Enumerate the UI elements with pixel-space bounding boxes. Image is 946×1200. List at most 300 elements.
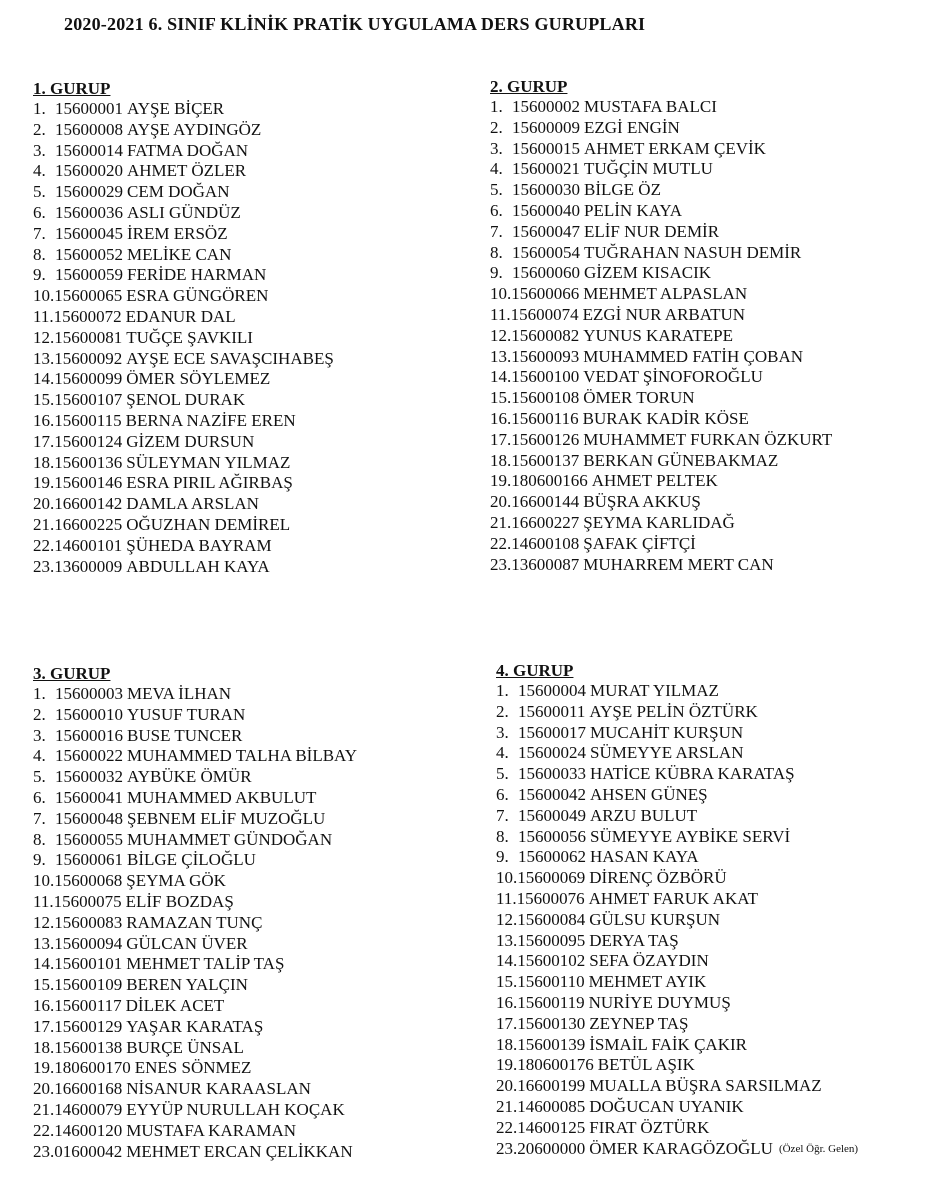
student-number: 15600061 xyxy=(55,850,123,870)
student-number: 15600047 xyxy=(512,221,580,241)
row-number: 4. xyxy=(33,746,46,766)
row-number: 14. xyxy=(33,369,55,389)
student-name: DOĞUCAN UYANIK xyxy=(589,1096,744,1116)
student-number: 15600074 xyxy=(510,304,579,324)
list-item xyxy=(33,203,473,224)
student-number: 14600125 xyxy=(517,1117,586,1137)
list-item xyxy=(33,871,473,892)
student-name: NİSANUR KARAASLAN xyxy=(126,1079,311,1099)
list-item xyxy=(33,369,473,390)
list-item xyxy=(33,411,473,432)
student-name: YUNUS KARATEPE xyxy=(583,325,733,345)
student-number: 15600020 xyxy=(55,161,123,181)
student-number: 15600033 xyxy=(518,764,586,784)
list-item xyxy=(33,328,473,349)
list-item xyxy=(33,390,473,411)
student-number: 15600045 xyxy=(55,223,123,243)
row-number: 2. xyxy=(496,701,509,721)
list-item xyxy=(490,492,930,513)
student-name: BİLGE ÇİLOĞLU xyxy=(127,850,256,870)
group-title: 4. GURUP xyxy=(496,661,574,680)
row-number: 7. xyxy=(496,805,509,825)
student-number: 15600146 xyxy=(54,473,123,493)
list-item xyxy=(490,180,930,201)
student-name: YUSUF TURAN xyxy=(127,704,246,724)
student-number: 15600040 xyxy=(512,200,580,220)
row-number: 1. xyxy=(33,99,46,118)
list-item xyxy=(33,245,473,266)
student-number: 14600108 xyxy=(511,533,580,553)
student-number: 15600056 xyxy=(518,826,586,846)
list-item xyxy=(496,827,936,848)
list-item xyxy=(496,806,936,827)
student-name: SEFA ÖZAYDIN xyxy=(589,951,709,971)
row-number: 15. xyxy=(496,972,518,992)
student-name: RAMAZAN TUNÇ xyxy=(126,912,263,932)
student-name: AYŞE BİÇER xyxy=(127,99,225,118)
student-name: BURAK KADİR KÖSE xyxy=(582,408,749,428)
list-item xyxy=(490,139,930,160)
row-number: 10. xyxy=(33,871,55,891)
list-item xyxy=(33,850,473,871)
row-number: 5. xyxy=(490,180,503,200)
row-number: 13. xyxy=(490,346,512,366)
list-item xyxy=(33,453,473,474)
list-item xyxy=(33,265,473,286)
row-number: 8. xyxy=(496,826,509,846)
row-number: 6. xyxy=(496,784,509,804)
student-number: 15600021 xyxy=(512,159,580,179)
row-number: 22. xyxy=(496,1117,518,1137)
student-name: TUĞÇE ŞAVKILI xyxy=(126,327,253,347)
student-list xyxy=(496,681,936,1159)
student-number: 15600101 xyxy=(54,954,123,974)
student-number: 15600049 xyxy=(518,805,586,825)
row-number: 11. xyxy=(33,891,54,911)
student-name: GİZEM KISACIK xyxy=(584,263,712,283)
list-item xyxy=(490,451,930,472)
row-number: 13. xyxy=(496,930,518,950)
list-item xyxy=(496,1139,936,1160)
student-name: ARZU BULUT xyxy=(590,805,698,825)
row-number: 9. xyxy=(33,265,46,285)
row-number: 21. xyxy=(496,1096,518,1116)
list-item xyxy=(33,1142,473,1163)
row-number: 21. xyxy=(33,1099,55,1119)
student-number: 15600075 xyxy=(53,891,122,911)
student-list xyxy=(490,97,930,575)
student-number: 15600016 xyxy=(55,725,123,745)
student-name: MURAT YILMAZ xyxy=(590,681,719,700)
list-item xyxy=(33,934,473,955)
student-number: 15600024 xyxy=(518,743,586,763)
list-item xyxy=(490,222,930,243)
student-number: 14600085 xyxy=(517,1096,586,1116)
student-name: MEHMET AYIK xyxy=(588,972,707,992)
row-number: 7. xyxy=(33,223,46,243)
list-item xyxy=(33,954,473,975)
row-number: 20. xyxy=(33,494,55,514)
student-name: BURÇE ÜNSAL xyxy=(126,1037,244,1057)
student-name: AYŞE AYDINGÖZ xyxy=(127,119,262,139)
student-number: 14600101 xyxy=(54,535,123,555)
student-number: 15600100 xyxy=(511,367,580,387)
row-number: 9. xyxy=(490,263,503,283)
list-item xyxy=(490,243,930,264)
row-number: 2. xyxy=(490,117,503,137)
row-number: 23. xyxy=(490,554,512,574)
row-number: 9. xyxy=(496,847,509,867)
student-name: YAŞAR KARATAŞ xyxy=(126,1016,264,1036)
list-item xyxy=(33,788,473,809)
student-number: 15600008 xyxy=(55,119,123,139)
student-name: BUSE TUNCER xyxy=(127,725,243,745)
student-name: GÜLSU KURŞUN xyxy=(589,909,721,929)
student-number: 15600022 xyxy=(55,746,123,766)
list-item xyxy=(496,910,936,931)
row-number: 21. xyxy=(33,514,55,534)
student-name: MUHAMMED FATİH ÇOBAN xyxy=(583,346,804,366)
list-item xyxy=(33,161,473,182)
list-item xyxy=(496,972,936,993)
row-number: 22. xyxy=(490,533,512,553)
list-item xyxy=(33,1100,473,1121)
student-name: ŞEYMA KARLIDAĞ xyxy=(583,512,735,532)
student-number: 15600102 xyxy=(517,951,586,971)
student-name: MUSTAFA KARAMAN xyxy=(126,1120,297,1140)
student-number: 15600009 xyxy=(512,117,580,137)
list-item xyxy=(33,432,473,453)
list-item xyxy=(490,471,930,492)
group-title: 2. GURUP xyxy=(490,77,568,96)
row-number: 20. xyxy=(496,1076,518,1096)
row-number: 16. xyxy=(33,995,55,1015)
student-name: TUĞRAHAN NASUH DEMİR xyxy=(584,242,802,262)
list-item xyxy=(496,1014,936,1035)
row-number: 5. xyxy=(33,182,46,202)
list-item xyxy=(33,767,473,788)
student-name: SÜMEYYE AYBİKE SERVİ xyxy=(590,826,791,846)
student-number: 15600137 xyxy=(511,450,580,470)
group-title: 1. GURUP xyxy=(33,79,111,98)
student-name: EDANUR DAL xyxy=(125,306,236,326)
student-name: GÜLCAN ÜVER xyxy=(126,933,248,953)
row-number: 15. xyxy=(33,390,55,410)
student-list xyxy=(33,99,473,577)
row-number: 4. xyxy=(33,161,46,181)
student-name: AYŞE ECE SAVAŞCIHABEŞ xyxy=(126,348,334,368)
student-number: 15600062 xyxy=(518,847,586,867)
row-number: 2. xyxy=(33,704,46,724)
student-name: ESRA PIRIL AĞIRBAŞ xyxy=(126,473,293,493)
list-item xyxy=(490,305,930,326)
row-number: 5. xyxy=(33,767,46,787)
student-name: ŞAFAK ÇİFTÇİ xyxy=(583,533,696,553)
student-number: 15600081 xyxy=(54,327,123,347)
student-name: AHMET PELTEK xyxy=(591,471,718,491)
row-number: 16. xyxy=(490,408,512,428)
list-item xyxy=(490,118,930,139)
student-name: ÖMER TORUN xyxy=(583,388,695,408)
list-item xyxy=(33,746,473,767)
student-number: 15600052 xyxy=(55,244,123,264)
row-number: 18. xyxy=(33,452,55,472)
list-item xyxy=(490,388,930,409)
row-number: 1. xyxy=(496,681,509,700)
list-item xyxy=(490,534,930,555)
student-number: 14600079 xyxy=(54,1099,123,1119)
row-number: 22. xyxy=(33,535,55,555)
student-name: AYŞE PELİN ÖZTÜRK xyxy=(589,701,758,721)
student-name: AHSEN GÜNEŞ xyxy=(590,784,708,804)
student-number: 15600124 xyxy=(54,431,123,451)
student-number: 15600109 xyxy=(54,975,123,995)
student-name: MEHMET ERCAN ÇELİKKAN xyxy=(126,1141,353,1161)
student-number: 16600144 xyxy=(511,492,580,512)
student-name: DİRENÇ ÖZBÖRÜ xyxy=(589,868,727,888)
group-4 xyxy=(496,660,936,1159)
student-number: 15600099 xyxy=(54,369,123,389)
list-item xyxy=(490,430,930,451)
row-number: 23. xyxy=(496,1138,518,1158)
list-item xyxy=(496,723,936,744)
group-3 xyxy=(33,663,473,1162)
student-name: MELİKE CAN xyxy=(127,244,232,264)
student-number: 15600082 xyxy=(511,325,580,345)
row-number: 8. xyxy=(33,244,46,264)
list-item xyxy=(496,1097,936,1118)
student-number: 15600059 xyxy=(55,265,123,285)
list-item xyxy=(496,1118,936,1139)
list-item xyxy=(33,182,473,203)
list-item xyxy=(33,1058,473,1079)
row-number: 6. xyxy=(33,787,46,807)
list-item xyxy=(33,684,473,705)
student-name: NURİYE DUYMUŞ xyxy=(588,992,731,1012)
student-name: TUĞÇİN MUTLU xyxy=(584,159,713,179)
row-number: 5. xyxy=(496,764,509,784)
student-number: 15600093 xyxy=(511,346,580,366)
student-number: 15600115 xyxy=(54,410,122,430)
row-number: 7. xyxy=(490,221,503,241)
student-name: BİLGE ÖZ xyxy=(584,180,661,200)
student-name: BETÜL AŞIK xyxy=(597,1055,695,1075)
student-name: BÜŞRA AKKUŞ xyxy=(583,492,701,512)
student-name: FATMA DOĞAN xyxy=(127,140,249,160)
student-number: 01600042 xyxy=(54,1141,123,1161)
student-name: ŞÜHEDA BAYRAM xyxy=(126,535,272,555)
list-item xyxy=(496,847,936,868)
student-name: ELİF NUR DEMİR xyxy=(584,221,720,241)
list-item xyxy=(496,1035,936,1056)
student-name: ŞEYMA GÖK xyxy=(126,871,226,891)
student-number: 15600129 xyxy=(54,1016,123,1036)
list-item xyxy=(33,975,473,996)
student-number: 16600227 xyxy=(511,512,580,532)
student-number: 15600130 xyxy=(517,1013,586,1033)
student-number: 15600083 xyxy=(54,912,123,932)
student-number: 15600060 xyxy=(512,263,580,283)
student-number: 13600009 xyxy=(54,556,123,576)
list-item xyxy=(33,1079,473,1100)
list-item xyxy=(33,515,473,536)
row-number: 3. xyxy=(496,722,509,742)
row-number: 3. xyxy=(33,140,46,160)
student-name: MUHAMMET FURKAN ÖZKURT xyxy=(583,429,833,449)
row-number: 17. xyxy=(490,429,512,449)
list-item xyxy=(33,913,473,934)
list-item xyxy=(33,830,473,851)
list-item xyxy=(33,1038,473,1059)
row-number: 16. xyxy=(33,410,55,430)
student-number: 15600004 xyxy=(518,681,586,700)
row-number: 17. xyxy=(496,1013,518,1033)
student-name: ÖMER KARAGÖZOĞLU xyxy=(589,1138,773,1158)
student-number: 16600168 xyxy=(54,1079,123,1099)
student-number: 13600087 xyxy=(511,554,580,574)
student-name: SÜLEYMAN YILMAZ xyxy=(126,452,291,472)
list-item xyxy=(490,513,930,534)
list-item xyxy=(33,1121,473,1142)
student-number: 15600011 xyxy=(518,701,586,721)
student-number: 180600176 xyxy=(517,1055,594,1075)
student-name: İREM ERSÖZ xyxy=(127,223,228,243)
row-number: 20. xyxy=(490,492,512,512)
student-name: SÜMEYYE ARSLAN xyxy=(590,743,744,763)
student-name: MUHARREM MERT CAN xyxy=(583,554,774,574)
list-item xyxy=(490,284,930,305)
row-number: 16. xyxy=(496,992,518,1012)
student-name: MUALLA BÜŞRA SARSILMAZ xyxy=(589,1076,822,1096)
student-name: VEDAT ŞİNOFOROĞLU xyxy=(583,367,763,387)
student-name: FERİDE HARMAN xyxy=(127,265,267,285)
row-number: 6. xyxy=(490,200,503,220)
student-note: (Özel Öğr. Gelen) xyxy=(778,1142,859,1155)
list-item xyxy=(490,159,930,180)
list-item xyxy=(33,120,473,141)
student-number: 15600126 xyxy=(511,429,580,449)
student-number: 15600110 xyxy=(517,972,585,992)
student-name: AYBÜKE ÖMÜR xyxy=(127,767,252,787)
student-name: ÖMER SÖYLEMEZ xyxy=(126,369,271,389)
student-name: AHMET FARUK AKAT xyxy=(588,888,759,908)
student-name: MEHMET TALİP TAŞ xyxy=(126,954,285,974)
student-name: İSMAİL FAİK ÇAKIR xyxy=(589,1034,747,1054)
row-number: 10. xyxy=(33,286,55,306)
student-name: AHMET ERKAM ÇEVİK xyxy=(584,138,766,158)
list-item xyxy=(33,1017,473,1038)
row-number: 1. xyxy=(33,684,46,703)
row-number: 12. xyxy=(33,327,55,347)
student-number: 180600170 xyxy=(54,1058,131,1078)
row-number: 23. xyxy=(33,556,55,576)
student-number: 20600000 xyxy=(517,1138,586,1158)
student-number: 16600225 xyxy=(54,514,123,534)
student-number: 15600119 xyxy=(517,992,585,1012)
student-name: DİLEK ACET xyxy=(125,995,225,1015)
row-number: 14. xyxy=(33,954,55,974)
student-name: OĞUZHAN DEMİREL xyxy=(126,514,291,534)
student-name: BEREN YALÇIN xyxy=(126,975,248,995)
student-number: 15600108 xyxy=(511,388,580,408)
student-number: 15600066 xyxy=(511,284,580,304)
list-item xyxy=(33,557,473,578)
row-number: 23. xyxy=(33,1141,55,1161)
list-item xyxy=(496,702,936,723)
list-item xyxy=(496,764,936,785)
student-number: 15600030 xyxy=(512,180,580,200)
row-number: 19. xyxy=(33,473,55,493)
student-number: 15600068 xyxy=(54,871,123,891)
student-number: 15600095 xyxy=(517,930,586,950)
row-number: 1. xyxy=(490,97,503,116)
group-title: 3. GURUP xyxy=(33,664,111,683)
student-number: 14600120 xyxy=(54,1120,123,1140)
student-number: 15600029 xyxy=(55,182,123,202)
row-number: 10. xyxy=(496,868,518,888)
list-item xyxy=(490,409,930,430)
list-item xyxy=(33,224,473,245)
student-name: ESRA GÜNGÖREN xyxy=(126,286,269,306)
student-name: ASLI GÜNDÜZ xyxy=(127,202,241,222)
student-number: 15600041 xyxy=(55,787,123,807)
list-item xyxy=(490,201,930,222)
student-number: 15600092 xyxy=(54,348,123,368)
list-item xyxy=(496,1055,936,1076)
row-number: 2. xyxy=(33,119,46,139)
student-name: MUHAMMET GÜNDOĞAN xyxy=(127,829,333,849)
row-number: 3. xyxy=(33,725,46,745)
student-number: 15600117 xyxy=(54,995,122,1015)
student-name: GİZEM DURSUN xyxy=(126,431,255,451)
list-item xyxy=(490,97,930,118)
student-number: 15600065 xyxy=(54,286,123,306)
student-number: 15600017 xyxy=(518,722,586,742)
student-name: BERNA NAZİFE EREN xyxy=(125,410,296,430)
row-number: 19. xyxy=(490,471,512,491)
student-number: 15600069 xyxy=(517,868,586,888)
student-number: 15600001 xyxy=(55,99,123,118)
student-name: ENES SÖNMEZ xyxy=(134,1058,252,1078)
student-name: AHMET ÖZLER xyxy=(127,161,247,181)
student-number: 15600010 xyxy=(55,704,123,724)
list-item xyxy=(33,286,473,307)
list-item xyxy=(33,892,473,913)
row-number: 6. xyxy=(33,202,46,222)
row-number: 10. xyxy=(490,284,512,304)
student-name: DAMLA ARSLAN xyxy=(126,494,259,514)
list-item xyxy=(496,743,936,764)
row-number: 11. xyxy=(496,888,517,908)
student-name: CEM DOĞAN xyxy=(127,182,230,202)
list-item xyxy=(496,785,936,806)
student-number: 15600138 xyxy=(54,1037,123,1057)
row-number: 13. xyxy=(33,348,55,368)
student-name: PELİN KAYA xyxy=(584,200,683,220)
student-number: 15600048 xyxy=(55,808,123,828)
student-name: MUCAHİT KURŞUN xyxy=(590,722,744,742)
list-item xyxy=(490,347,930,368)
student-name: MUHAMMED TALHA BİLBAY xyxy=(127,746,358,766)
list-item xyxy=(33,705,473,726)
row-number: 21. xyxy=(490,512,512,532)
student-number: 15600072 xyxy=(53,306,122,326)
row-number: 14. xyxy=(496,951,518,971)
list-item xyxy=(496,993,936,1014)
page-title: 2020-2021 6. SINIF KLİNİK PRATİK UYGULAMA DERS GURUPLARI xyxy=(64,14,646,34)
student-number: 15600084 xyxy=(517,909,586,929)
student-number: 15600015 xyxy=(512,138,580,158)
